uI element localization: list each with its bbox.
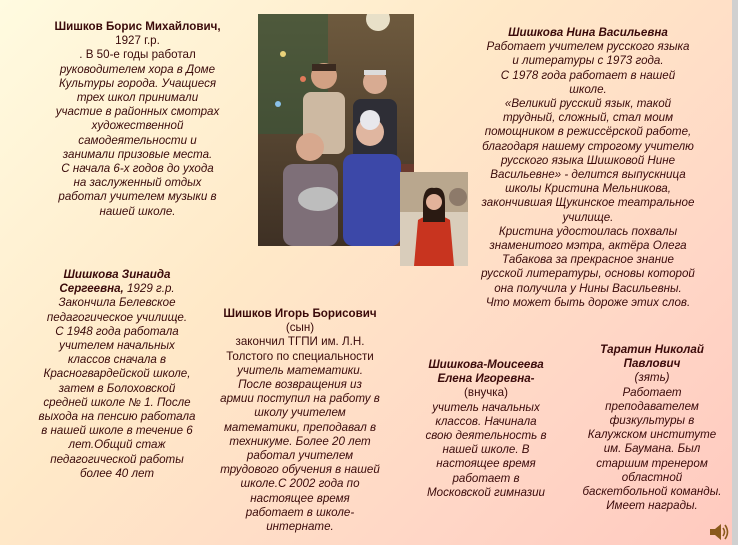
bio-line: русской литературы, основы которой (481, 267, 695, 281)
bio-line: самодеятельности и (78, 133, 197, 147)
bio-line: интернате. (266, 520, 334, 534)
bio-name: Сергеевна, (59, 282, 124, 296)
bio-line: закончил ТГПИ им. Л.Н. (235, 335, 365, 349)
bio-line: Красногвардейской школе, (43, 367, 191, 381)
right-frame-edge (732, 0, 738, 545)
bio-line: школу учителем (254, 406, 346, 420)
bio-line: армии поступил на работу в (220, 392, 380, 406)
bio-line: «Великий русский язык, такой (504, 97, 672, 111)
bio-line: баскетбольной команды. (582, 485, 722, 499)
bio-line: участие в районных смотрах (55, 105, 220, 119)
bio-name: Таратин Николай (600, 343, 704, 356)
bio-line: преподавателем (605, 399, 699, 413)
bio-line: С 1948 года работала (55, 324, 179, 338)
bio-line: педагогической работы (50, 452, 184, 466)
bio-line: им. Баумана. Был (603, 442, 701, 456)
bio-line: училище. (562, 210, 614, 224)
bio-line: художественной (91, 119, 184, 133)
bio-line: школы Кристина Мельникова, (505, 182, 671, 196)
bio-line: классов. Начинала (435, 414, 537, 428)
bio-line: затем в Болоховской (58, 381, 176, 395)
bio-line: работает в (452, 471, 520, 485)
bio-line: трудный, сложный, стал моим (502, 111, 674, 125)
bio-line: областной (621, 470, 683, 484)
bio-line: лет.Общий стаж (68, 438, 166, 452)
bio-line: она получила у Нины Васильевны. (494, 281, 682, 295)
family-photo (258, 14, 414, 246)
bio-line: занимали призовые места. (62, 147, 213, 161)
bio-boris (30, 20, 245, 219)
bio-line: Табакова за прекрасное знание (502, 253, 674, 267)
bio-line: свою деятельность в (425, 429, 547, 443)
bio-line: математики, преподавал в (223, 420, 377, 434)
bio-elena (415, 358, 557, 500)
sound-icon[interactable] (708, 522, 730, 542)
bio-relation: (сын) (285, 321, 315, 335)
bio-line: С 1978 года работает в нашей (500, 68, 676, 82)
bio-line: Имеет награды. (606, 499, 698, 513)
bio-line: . В 50-е годы работал (79, 48, 196, 62)
bio-line: педагогическое училище. (46, 310, 188, 324)
bio-line: Кристина удостоилась похвалы (498, 224, 678, 238)
bio-name: Шишкова Нина Васильевна (508, 26, 668, 39)
bio-name: Шишкова-Моисеева (428, 358, 544, 371)
bio-line: закончившая Щукинское театральное (481, 196, 695, 210)
bio-zinaida (22, 268, 212, 481)
bio-line: Закончила Белевское (58, 296, 176, 310)
bio-line: Васильевне» - делится выпускница (490, 168, 686, 182)
bio-line: трудового обучения в нашей (220, 463, 380, 477)
bio-name: Шишкова Зинаида (63, 268, 171, 281)
bio-igor (210, 307, 390, 534)
bio-line: руководителем хора в Доме (59, 62, 216, 76)
bio-line: С начала 6-х годов до ухода (61, 162, 214, 176)
bio-line: выхода на пенсию работала (38, 410, 196, 424)
bio-line: нашей школе. (99, 204, 176, 218)
bio-nina (468, 26, 708, 310)
granddaughter-photo (400, 172, 468, 266)
bio-relation: (зять) (634, 371, 670, 385)
bio-line: более 40 лет (79, 466, 154, 480)
bio-line: нашей школе. В (442, 443, 530, 457)
bio-line: работал учителем (246, 449, 354, 463)
bio-line: и литературы с 1973 года. (512, 54, 664, 68)
bio-line: учителем начальных (59, 339, 175, 353)
bio-line: 1927 г.р. (115, 34, 160, 48)
bio-line: настоящее время (250, 491, 350, 505)
bio-line: трех школ принимали (76, 91, 199, 105)
bio-line: русского языка Шишковой Нине (500, 153, 676, 167)
bio-relation: (внучка) (464, 386, 508, 400)
bio-line: классов сначала в (67, 353, 167, 367)
bio-nikolai (572, 343, 732, 513)
bio-line: работал учителем музыки в (58, 190, 217, 204)
bio-line: техникуме. Более 20 лет (229, 434, 371, 448)
bio-line: Культуры города. Учащиеся (58, 76, 217, 90)
bio-line: физкультуры в (609, 414, 695, 428)
bio-line: старшим тренером (596, 456, 708, 470)
bio-line: учитель начальных (432, 400, 540, 414)
bio-name: Павлович (623, 357, 681, 371)
bio-line: помощником в режиссёрской работе, (484, 125, 692, 139)
bio-line: Калужском институте (587, 428, 717, 442)
bio-line: школе. (569, 82, 607, 96)
bio-line: знаменитого мэтра, актёра Олега (489, 239, 687, 253)
bio-line: школе.С 2002 года по (240, 477, 360, 491)
bio-line: работает в школе- (245, 505, 355, 519)
bio-line: благодаря нашему строгому учителю (482, 139, 694, 153)
bio-line: Что может быть дороже этих слов. (485, 295, 691, 309)
bio-line: в нашей школе в течение 6 (41, 424, 193, 438)
bio-name: Елена Игоревна- (437, 372, 535, 386)
bio-line: Московской гимназии (427, 485, 545, 499)
bio-birth-year: 1929 г.р. (123, 282, 175, 296)
bio-name: Шишков Борис Михайлович, (54, 20, 221, 33)
bio-line: Работает учителем русского языка (486, 40, 690, 54)
bio-name: Шишков Игорь Борисович (223, 307, 377, 320)
bio-line: средней школе № 1. После (43, 395, 191, 409)
bio-line: на заслуженный отдых (73, 176, 202, 190)
bio-line: настоящее время (436, 457, 536, 471)
bio-line: Работает (622, 385, 682, 399)
bio-line: Толстого по специальности (226, 349, 374, 363)
bio-line: После возвращения из (238, 378, 362, 392)
bio-line: учитель математики. (237, 363, 363, 377)
